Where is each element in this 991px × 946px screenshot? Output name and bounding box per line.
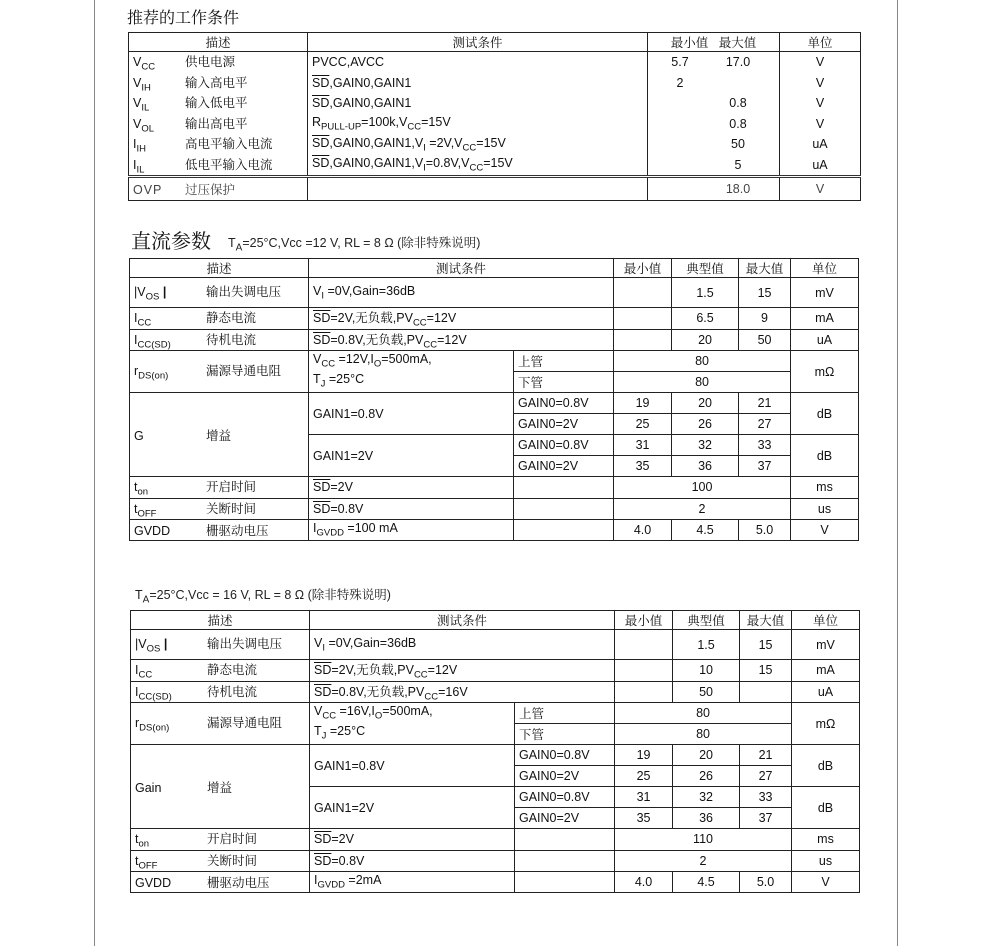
table-cell: $\overline{SD},GAIN0,GAIN1$ xyxy=(308,73,648,94)
table-cell: $r_{DS(on)}$ 漏源导通电阻 xyxy=(130,351,309,393)
table-cell: $I_{CC}$ 静态电流 xyxy=(130,308,309,330)
table-row xyxy=(129,52,861,73)
table-cell xyxy=(615,630,673,660)
table-cell: 4.0 xyxy=(615,872,673,893)
table-cell: $V_{IH}$ 输入高电平 xyxy=(129,73,308,94)
table-cell: 6.5 xyxy=(672,308,739,330)
table-cell: 31 xyxy=(614,435,672,456)
table-cell: $I_{GVDD} =2mA$ xyxy=(310,872,515,893)
table-cell: 2 xyxy=(614,498,791,520)
table-cell: ms xyxy=(792,829,860,851)
condition-16v: $T_A=25^\circ C,Vcc = 16$ V, RL = 8 Ω (除非特殊说明) xyxy=(135,588,391,606)
table-header xyxy=(130,259,859,278)
table-cell: 典型值 xyxy=(673,611,740,630)
table-row xyxy=(129,73,861,94)
table-cell: mΩ xyxy=(791,351,859,393)
table-cell xyxy=(615,681,673,703)
table-cell: $V_{OL}$ 输出高电平 xyxy=(129,114,308,135)
table-cell: GAIN0=2V xyxy=(514,456,614,477)
table-cell: 35 xyxy=(615,808,673,829)
table-cell: $\overline{SD}=2V$,无负载$,PV_{CC}=12V$ xyxy=(310,660,615,682)
table-cell: $I_{CC}$ 静态电流 xyxy=(131,660,310,682)
table-cell: 26 xyxy=(673,766,740,787)
table-cell: 20 xyxy=(673,745,740,766)
table-cell: GAIN0=0.8V xyxy=(514,393,614,414)
table-cell: 21 xyxy=(740,745,792,766)
table-cell: 上管 xyxy=(515,703,615,724)
table-cell: dB xyxy=(792,745,860,787)
table-cell: 20 xyxy=(672,329,739,351)
section-title-dc: 直流参数 xyxy=(131,231,211,253)
table-cell: 15 xyxy=(740,660,792,682)
table-row xyxy=(130,351,859,372)
table-cell: GAIN1=0.8V xyxy=(310,745,515,787)
table-cell: 27 xyxy=(740,766,792,787)
table-cell: 9 xyxy=(739,308,791,330)
table-row xyxy=(130,308,859,330)
table-cell: 0.8 xyxy=(648,114,780,135)
page-border-right xyxy=(897,0,898,946)
table-cell: 32 xyxy=(673,787,740,808)
table-cell: dB xyxy=(791,435,859,477)
table-cell: 19 xyxy=(614,393,672,414)
table-cell: 5.0 xyxy=(740,872,792,893)
table-cell: GAIN0=2V xyxy=(515,808,615,829)
table-cell: mΩ xyxy=(792,703,860,745)
table-cell: $\overline{SD}=2V$ xyxy=(310,829,515,851)
page-border-left xyxy=(94,0,95,946)
table-cell: 25 xyxy=(615,766,673,787)
table-cell: 21 xyxy=(739,393,791,414)
table-cell: 描述 xyxy=(130,259,309,278)
table-cell: 5.7 17.0 xyxy=(648,52,780,73)
table-cell: 37 xyxy=(740,808,792,829)
table-cell: 19 xyxy=(615,745,673,766)
table-cell xyxy=(614,308,672,330)
table-row xyxy=(129,114,861,135)
table-cell: GAIN0=2V xyxy=(514,414,614,435)
table-cell: uA xyxy=(791,329,859,351)
table-cell: GVDD 栅驱动电压 xyxy=(131,872,310,893)
table-cell: 50 xyxy=(739,329,791,351)
table-cell: $\overline{SD}=0.8V$,无负载$,PV_{CC}=16V$ xyxy=(310,681,615,703)
table-cell: V xyxy=(780,73,861,94)
table-cell: GAIN1=2V xyxy=(310,787,515,829)
table-cell: 33 xyxy=(740,787,792,808)
table-cell: $r_{DS(on)}$ 漏源导通电阻 xyxy=(131,703,310,745)
table-cell: PVCC,AVCC xyxy=(308,52,648,73)
table-cell: $V_{IL}$ 输入低电平 xyxy=(129,93,308,114)
table-cell: 单位 xyxy=(791,259,859,278)
table-cell: 32 xyxy=(672,435,739,456)
table-cell: 描述 xyxy=(131,611,310,630)
table-cell: 最大值 xyxy=(739,259,791,278)
table-cell: $V_{CC} =12V,I_O=500mA$, $T_J =25^\circ C$ xyxy=(309,351,514,393)
table-cell: $V_{CC}$ 供电电源 xyxy=(129,52,308,73)
table-cell: GAIN0=0.8V xyxy=(515,787,615,808)
dc-params-table-16v xyxy=(130,610,860,893)
table-cell: 80 xyxy=(614,351,791,372)
table-cell: 80 xyxy=(614,372,791,393)
section-title-recommended: 推荐的工作条件 xyxy=(127,10,240,27)
table-cell: GAIN0=0.8V xyxy=(514,435,614,456)
header-minmax: 最小值 最大值 xyxy=(648,33,780,52)
table-row xyxy=(130,329,859,351)
table-cell: $V_I$ =0V,Gain=36dB xyxy=(309,278,614,308)
table-cell: uA xyxy=(792,681,860,703)
table-cell: 10 xyxy=(673,660,740,682)
table-cell: mV xyxy=(791,278,859,308)
condition-12v: $T_A=25^\circ C,Vcc =12$ V, RL = 8 Ω (除非特殊说明) xyxy=(228,236,481,254)
header-cond: 测试条件 xyxy=(308,33,648,52)
table-cell: 测试条件 xyxy=(309,259,614,278)
table-cell: 27 xyxy=(739,414,791,435)
table-cell: 0.8 xyxy=(648,93,780,114)
table-row xyxy=(130,498,859,520)
table-cell: 20 xyxy=(672,393,739,414)
table-cell: 1.5 xyxy=(673,630,740,660)
table-cell: GAIN1=0.8V xyxy=(309,393,514,435)
table-row xyxy=(131,850,860,872)
table-cell: GAIN1=2V xyxy=(309,435,514,477)
header-unit: 单位 xyxy=(780,33,861,52)
table-row xyxy=(131,703,860,724)
table-cell: 35 xyxy=(614,456,672,477)
table-cell: $t_{on}$ 开启时间 xyxy=(130,477,309,499)
header-desc: 描述 xyxy=(129,33,308,52)
table-row xyxy=(129,155,861,177)
table-cell xyxy=(515,829,615,851)
table-cell: 4.5 xyxy=(672,520,739,541)
table-cell: 15 xyxy=(740,630,792,660)
table-cell: 15 xyxy=(739,278,791,308)
table-cell: $|V_{OS}$ | 输出失调电压 xyxy=(131,630,310,660)
table-cell: V xyxy=(780,114,861,135)
table-header xyxy=(131,611,860,630)
table-cell: $\overline{SD},GAIN0,GAIN1,V_I =2V,V_{CC}=15V$ xyxy=(308,134,648,155)
table-cell: 36 xyxy=(673,808,740,829)
table-cell xyxy=(515,850,615,872)
table-cell: 50 xyxy=(648,134,780,155)
table-cell: $I_{CC(SD)}$ 待机电流 xyxy=(130,329,309,351)
dc-params-table-12v xyxy=(129,258,859,541)
table-cell: 18.0 xyxy=(648,177,780,201)
table-cell: 典型值 xyxy=(672,259,739,278)
table-row xyxy=(129,177,861,201)
table-cell: $I_{IH}$ 高电平输入电流 xyxy=(129,134,308,155)
table-cell: GAIN0=0.8V xyxy=(515,745,615,766)
table-row xyxy=(131,745,860,766)
table-cell: Gain 增益 xyxy=(131,745,310,829)
table-cell: $V_{CC} =16V,I_O=500mA$, $T_J =25^\circ C$ xyxy=(310,703,515,745)
table-cell: 80 xyxy=(615,703,792,724)
table-row xyxy=(131,829,860,851)
table-cell: 最大值 xyxy=(740,611,792,630)
table-row xyxy=(129,134,861,155)
table-cell: GAIN0=2V xyxy=(515,766,615,787)
table-cell: $I_{IL}$ 低电平输入电流 xyxy=(129,155,308,177)
table-cell xyxy=(515,872,615,893)
table-cell: 下管 xyxy=(515,724,615,745)
table-cell: 4.0 xyxy=(614,520,672,541)
table-cell: $\overline{SD}=2V$ xyxy=(309,477,514,499)
table-cell: $I_{GVDD} =100$ mA xyxy=(309,520,514,541)
table-cell: $t_{on}$ 开启时间 xyxy=(131,829,310,851)
table-cell: 2 xyxy=(615,850,792,872)
table-row xyxy=(131,660,860,682)
table-cell: OVP 过压保护 xyxy=(129,177,308,201)
recommended-conditions-table xyxy=(128,32,861,201)
table-cell: uA xyxy=(780,155,861,177)
table-cell xyxy=(740,681,792,703)
table-cell: V xyxy=(792,872,860,893)
table-cell: 31 xyxy=(615,787,673,808)
table-cell xyxy=(615,660,673,682)
table-cell: $\overline{SD}=0.8V$ xyxy=(309,498,514,520)
table-cell: 2 xyxy=(648,73,780,94)
table-cell: V xyxy=(791,520,859,541)
table-cell: 1.5 xyxy=(672,278,739,308)
table-cell: 5 xyxy=(648,155,780,177)
table-cell: mV xyxy=(792,630,860,660)
table-cell: V xyxy=(780,93,861,114)
table-row xyxy=(129,93,861,114)
table-cell: us xyxy=(791,498,859,520)
table-cell: 110 xyxy=(615,829,792,851)
table-cell: $\overline{SD}=0.8V$,无负载$,PV_{CC}=12V$ xyxy=(309,329,614,351)
table-cell: $\overline{SD},GAIN0,GAIN1,V_I=0.8V,V_{CC}=15V$ xyxy=(308,155,648,177)
table-row xyxy=(130,520,859,541)
table-cell xyxy=(514,477,614,499)
table-cell: GVDD 栅驱动电压 xyxy=(130,520,309,541)
table-cell: 36 xyxy=(672,456,739,477)
table-cell: 37 xyxy=(739,456,791,477)
table-cell: us xyxy=(792,850,860,872)
table-cell: mA xyxy=(792,660,860,682)
table-cell: G 增益 xyxy=(130,393,309,477)
table-cell: dB xyxy=(791,393,859,435)
table-row xyxy=(130,393,859,414)
table-cell: 33 xyxy=(739,435,791,456)
table-cell: 5.0 xyxy=(739,520,791,541)
table-cell: 50 xyxy=(673,681,740,703)
table-cell: 4.5 xyxy=(673,872,740,893)
table-cell: V xyxy=(780,52,861,73)
table-cell: $\overline{SD}=2V$,无负载$,PV_{CC}=12V$ xyxy=(309,308,614,330)
table-row xyxy=(131,681,860,703)
table-cell: $\overline{SD}=0.8V$ xyxy=(310,850,515,872)
table-cell: uA xyxy=(780,134,861,155)
table-cell xyxy=(308,177,648,201)
table-cell: 测试条件 xyxy=(310,611,615,630)
table-row xyxy=(131,872,860,893)
table-cell: $|V_{OS}$ | 输出失调电压 xyxy=(130,278,309,308)
table-cell: 26 xyxy=(672,414,739,435)
table-cell: $I_{CC(SD)}$ 待机电流 xyxy=(131,681,310,703)
table-cell: $t_{OFF}$ 关断时间 xyxy=(131,850,310,872)
table-cell: 最小值 xyxy=(614,259,672,278)
table-cell: $\overline{SD},GAIN0,GAIN1$ xyxy=(308,93,648,114)
table-cell: dB xyxy=(792,787,860,829)
table-row xyxy=(130,278,859,308)
table-cell: 最小值 xyxy=(615,611,673,630)
table-cell xyxy=(514,520,614,541)
table-cell: V xyxy=(780,177,861,201)
table-cell xyxy=(614,329,672,351)
table-row xyxy=(130,477,859,499)
table-header xyxy=(129,33,861,52)
table-cell: 单位 xyxy=(792,611,860,630)
table-cell: 100 xyxy=(614,477,791,499)
table-cell: 下管 xyxy=(514,372,614,393)
table-cell: 25 xyxy=(614,414,672,435)
table-cell xyxy=(514,498,614,520)
table-cell: $t_{OFF}$ 关断时间 xyxy=(130,498,309,520)
table-cell: $R_{PULL-UP}=100k,V_{CC}=15V$ xyxy=(308,114,648,135)
table-cell xyxy=(614,278,672,308)
table-cell: $V_I$ =0V,Gain=36dB xyxy=(310,630,615,660)
table-row xyxy=(131,630,860,660)
table-cell: ms xyxy=(791,477,859,499)
table-cell: 80 xyxy=(615,724,792,745)
table-cell: 上管 xyxy=(514,351,614,372)
table-cell: mA xyxy=(791,308,859,330)
